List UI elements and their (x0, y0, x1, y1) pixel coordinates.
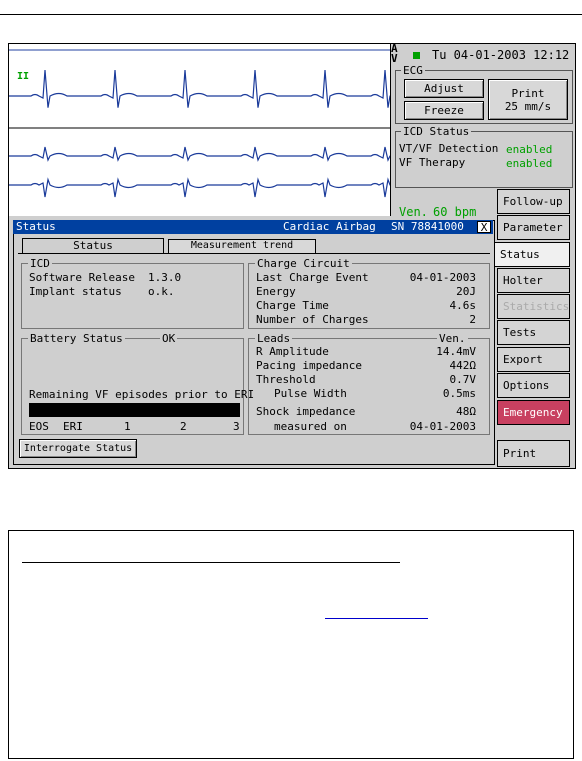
implant-status-label: Implant status (29, 285, 122, 298)
lead-row-label: measured on (274, 420, 347, 433)
date-time: Tu 04-01-2003 12:12 (432, 48, 570, 62)
side-menu-status[interactable]: Status (495, 242, 570, 267)
freeze-button[interactable]: Freeze (404, 101, 484, 120)
print-speed-value: 25 mm/s (504, 99, 552, 113)
print-speed-button[interactable] (488, 79, 568, 120)
page-top-rule (0, 14, 582, 15)
serial-number: SN 78841000 (391, 220, 464, 233)
side-menu-statistics: Statistics (497, 294, 570, 319)
lead-row-label: Shock impedance (256, 405, 356, 418)
lead-row-value: 48Ω (456, 405, 476, 418)
lead-row-value: 04-01-2003 (409, 420, 476, 433)
software-release-value: 1.3.0 (148, 271, 182, 284)
charge-row-value: 20J (456, 285, 476, 298)
side-menu-options[interactable]: Options (497, 373, 570, 398)
charge-row-value: 2 (469, 313, 476, 326)
side-menu-follow-up[interactable]: Follow-up (497, 189, 570, 214)
battery-status-value: OK (162, 332, 176, 345)
battery-panel (21, 338, 244, 435)
ecg-trace-far-field (9, 147, 390, 160)
charge-row-value: 04-01-2003 (409, 271, 476, 284)
document-box (8, 530, 574, 759)
charge-row-label: Charge Time (256, 299, 329, 312)
side-menu-export[interactable]: Export (497, 347, 570, 372)
charge-row-label: Number of Charges (256, 313, 369, 326)
side-menu-print[interactable]: Print (497, 440, 570, 467)
charge-row-label: Last Charge Event (256, 271, 369, 284)
leads-title: Leads (257, 332, 291, 345)
adjust-button[interactable]: Adjust (404, 79, 484, 98)
av-indicator (391, 44, 398, 64)
device-name: Cardiac Airbag (283, 220, 376, 233)
charge-row-value: 4.6s (449, 299, 476, 312)
document-heading-rule (22, 562, 400, 563)
lead-row-value: 442Ω (449, 359, 476, 372)
lead-row-value: 0.5ms (442, 387, 476, 400)
scale-3: 3 (233, 420, 240, 433)
lead-row-label: Pacing impedance (256, 359, 362, 372)
status-led (413, 52, 420, 59)
lead-row-label: R Amplitude (256, 345, 329, 358)
tab-strip-rule (18, 253, 490, 254)
scale-eos: EOS (29, 420, 49, 433)
interrogate-status-button[interactable]: Interrogate Status (19, 439, 137, 458)
close-button[interactable]: X (477, 221, 491, 233)
icd-status-title: ICD Status (403, 125, 470, 138)
battery-gauge (29, 403, 240, 417)
charge-row-label: Energy (256, 285, 296, 298)
lead-row-label: Pulse Width (274, 387, 347, 400)
print-speed-label: Print (511, 86, 545, 100)
tab-measurement-trend[interactable]: Measurement trend (168, 239, 316, 254)
scale-eri: ERI (63, 420, 83, 433)
ecg-trace-near-field (9, 180, 390, 197)
side-menu-holter[interactable]: Holter (497, 268, 570, 293)
icd-panel-title: ICD (30, 257, 50, 270)
vf-therapy-label: VF Therapy (399, 156, 466, 169)
heart-rate-value: 60 bpm (433, 205, 477, 219)
lead-label: II (17, 71, 30, 82)
vt-vf-detection-value: enabled (506, 143, 553, 156)
battery-status-title: Battery Status (30, 332, 123, 345)
document-link-underline[interactable] (325, 618, 428, 619)
ecg-display (9, 44, 391, 216)
vf-therapy-value: enabled (506, 157, 553, 170)
implant-status-value: o.k. (148, 285, 175, 298)
scale-2: 2 (180, 420, 187, 433)
heart-rate-label: Ven. (399, 205, 428, 219)
remaining-vf-label: Remaining VF episodes prior to ERI (29, 388, 255, 401)
ecg-traces (9, 44, 390, 216)
leads-column-ven: Ven. (439, 332, 466, 345)
atrial-label: A (391, 42, 398, 55)
lead-row-value: 14.4mV (436, 345, 476, 358)
side-menu-tests[interactable]: Tests (497, 320, 570, 345)
status-window-titlebar (13, 220, 493, 234)
window-title: Status (16, 220, 56, 233)
software-release-label: Software Release (29, 271, 135, 284)
ventricular-label: V (391, 52, 398, 65)
vt-vf-detection-label: VT/VF Detection (399, 142, 499, 155)
ecg-trace-lead-ii (9, 70, 390, 108)
battery-gauge-fill (30, 404, 239, 416)
scale-1: 1 (124, 420, 131, 433)
charge-circuit-title: Charge Circuit (257, 257, 350, 270)
side-menu-emergency[interactable]: Emergency (497, 400, 570, 425)
lead-row-value: 0.7V (449, 373, 476, 386)
ecg-group-title: ECG (403, 64, 423, 77)
side-menu-parameter[interactable]: Parameter (497, 215, 570, 240)
lead-row-label: Threshold (256, 373, 316, 386)
tab-status[interactable]: Status (22, 238, 164, 254)
